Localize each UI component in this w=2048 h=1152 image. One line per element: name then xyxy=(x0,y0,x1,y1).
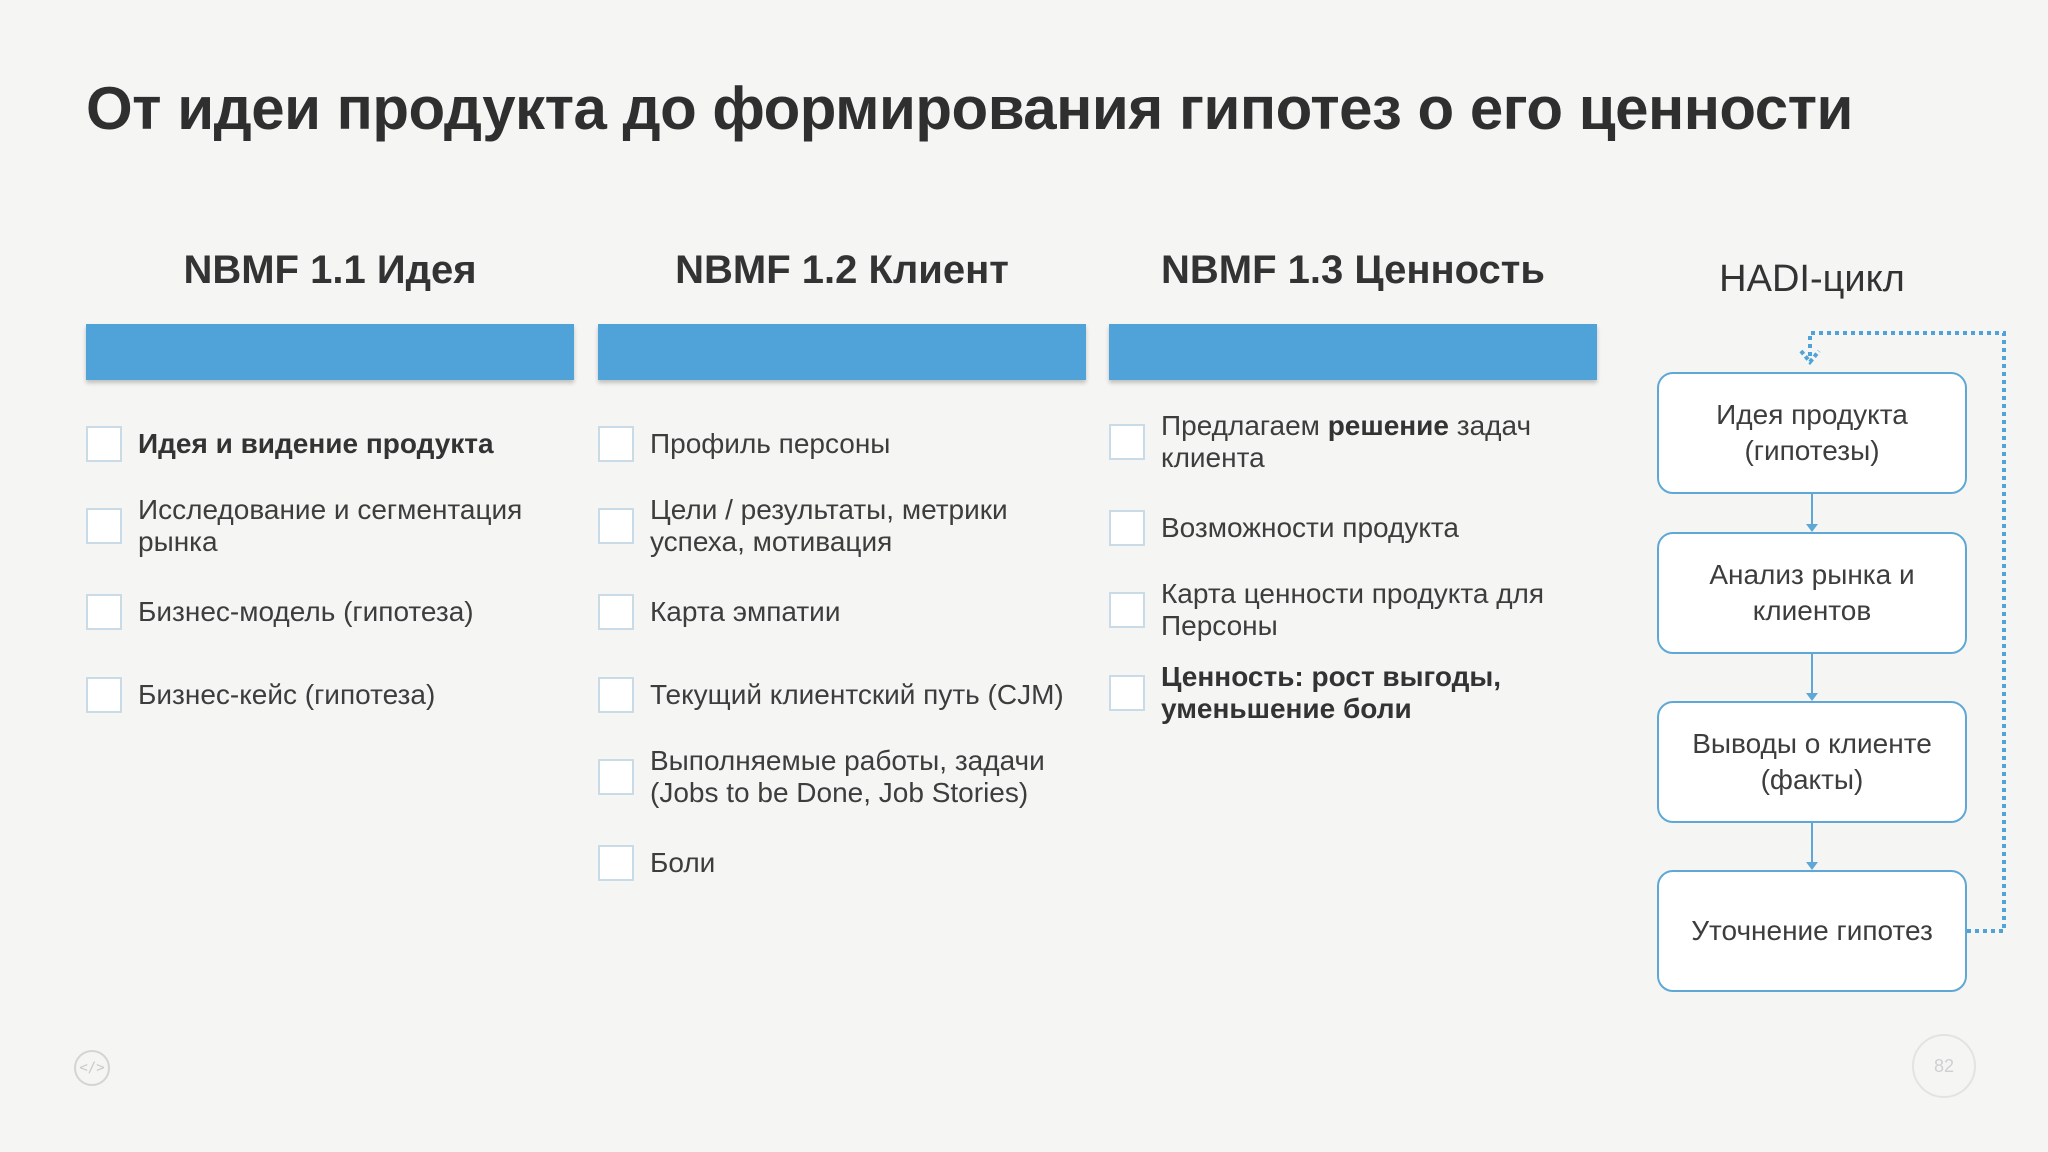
checkbox[interactable] xyxy=(1109,424,1145,460)
checklist-item xyxy=(1109,410,1609,474)
checkbox[interactable] xyxy=(86,677,122,713)
item-text: Текущий клиентский путь (CJM) xyxy=(650,679,1064,710)
column-header-bar xyxy=(1109,324,1597,380)
column-value xyxy=(1109,240,1597,724)
item-text: Карта ценности продукта для Персоны xyxy=(1161,578,1545,641)
item-text: Предлагаем решение задач клиента xyxy=(1161,410,1532,473)
item-text: Ценность: рост выгоды, уменьшение боли xyxy=(1161,661,1502,724)
checklist-item xyxy=(1109,661,1609,725)
item-text: Боли xyxy=(650,847,716,878)
item-text: Профиль персоны xyxy=(650,428,891,459)
checkbox[interactable] xyxy=(86,426,122,462)
checkbox[interactable] xyxy=(1109,675,1145,711)
checkbox[interactable] xyxy=(598,677,634,713)
checkbox[interactable] xyxy=(1109,592,1145,628)
page-number: 82 xyxy=(1912,1034,1976,1098)
checklist-item xyxy=(598,594,1098,630)
column-header: NBMF 1.3 Ценность xyxy=(1161,248,1545,292)
checklist-item xyxy=(86,594,586,630)
checkbox[interactable] xyxy=(598,594,634,630)
column-header: NBMF 1.2 Клиент xyxy=(675,248,1009,292)
checkbox[interactable] xyxy=(598,845,634,881)
hadi-step-analysis: Анализ рынка и клиентов xyxy=(1657,532,1967,654)
page-title: От идеи продукта до формирования гипотез о его ценности xyxy=(86,75,1853,142)
arrow-head-icon xyxy=(1806,524,1818,532)
hadi-step-conclusions: Выводы о клиенте (факты) xyxy=(1657,701,1967,823)
checklist-item xyxy=(86,426,586,462)
column-header: NBMF 1.1 Идея xyxy=(183,248,477,292)
hadi-title: HADI-цикл xyxy=(1719,258,1905,300)
hadi-step-idea: Идея продукта (гипотезы) xyxy=(1657,372,1967,494)
checklist-item xyxy=(1109,578,1609,642)
item-text: Карта эмпатии xyxy=(650,596,841,627)
code-brackets-icon: </> xyxy=(74,1050,110,1086)
column-header-bar xyxy=(598,324,1086,380)
item-text: Бизнес-модель (гипотеза) xyxy=(138,596,474,627)
checklist-item xyxy=(1109,510,1609,546)
checkbox[interactable] xyxy=(598,759,634,795)
item-text: Бизнес-кейс (гипотеза) xyxy=(138,679,436,710)
checklist-item xyxy=(86,494,586,558)
arrow-head-icon xyxy=(1806,693,1818,701)
checkbox[interactable] xyxy=(86,594,122,630)
item-text: Цели / результаты, метрики успеха, мотивация xyxy=(650,494,1008,557)
checkbox[interactable] xyxy=(1109,510,1145,546)
column-idea xyxy=(86,240,574,710)
item-text: Исследование и сегментация рынка xyxy=(138,494,523,557)
column-header-bar xyxy=(86,324,574,380)
column-client xyxy=(598,240,1086,878)
checkbox[interactable] xyxy=(86,508,122,544)
loop-arrow-icon xyxy=(1801,351,1819,362)
checklist-item xyxy=(598,494,1098,558)
checklist-item xyxy=(598,845,1098,881)
item-text: Возможности продукта xyxy=(1161,512,1459,543)
checklist-item xyxy=(86,677,586,713)
checklist-item xyxy=(598,745,1098,809)
item-text: Идея и видение продукта xyxy=(138,428,494,459)
hadi-step-refinement: Уточнение гипотез xyxy=(1657,870,1967,992)
arrow-head-icon xyxy=(1806,862,1818,870)
checkbox[interactable] xyxy=(598,426,634,462)
checklist-item xyxy=(598,677,1098,713)
checkbox[interactable] xyxy=(598,508,634,544)
checklist-item xyxy=(598,426,1098,462)
item-text: Выполняемые работы, задачи (Jobs to be Done, Job Stories) xyxy=(650,745,1045,808)
